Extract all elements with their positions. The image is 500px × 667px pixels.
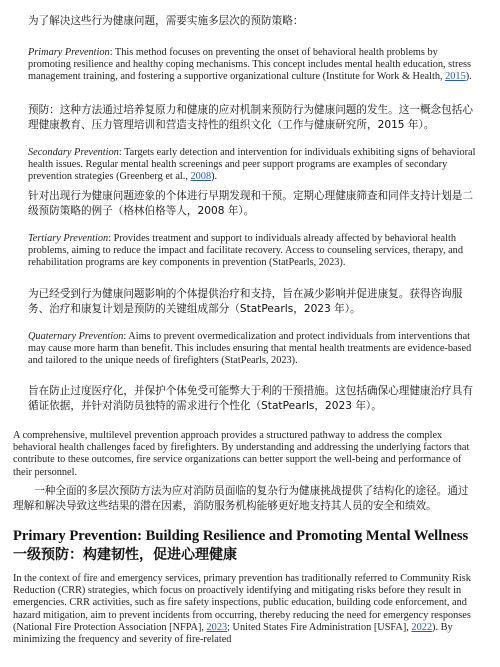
primary-prevention-en [28, 47, 476, 84]
section-heading-zh: 一级预防：构建韧性，促进心理健康 [13, 547, 237, 563]
tertiary-term: Tertiary Prevention [28, 233, 109, 244]
usfa-citation-link[interactable]: 2022 [411, 621, 433, 633]
intro-zh: 为了解决这些行为健康问题，需要实施多层次的预防策略： [28, 15, 304, 27]
body-mid: ; United States Fire Administration [USFA], [227, 621, 412, 633]
secondary-tail: ). [211, 171, 218, 183]
quaternary-term: Quaternary Prevention [28, 331, 124, 342]
section-heading-en: Primary Prevention: Building Resilience and Promoting Mental Wellness [13, 528, 469, 544]
secondary-term: Secondary Prevention [28, 147, 119, 158]
secondary-citation-link[interactable]: 2008 [190, 171, 212, 183]
nfpa-citation-link[interactable]: 2023 [206, 621, 228, 633]
body-tail: ). By minimizing the frequency and severity of fire-related [13, 621, 453, 646]
secondary-text: : Targets early detection and intervention for individuals exhibiting signs of behavioral health issues. Regular mental health screenings and peer support programs are examples of secondary prevention strategies (Greenberg et al., [28, 147, 476, 183]
tertiary-text: : Provides treatment and support to individuals already affected by behavioral health problems, aiming to reduce the impact and facilitate recovery. Access to counseling services, therapy, and rehabilitation programs are key components in prevention (StatPearls, 2023). [28, 233, 463, 269]
summary-zh: 一种全面的多层次预防方法为应对消防员面临的复杂行为健康挑战提供了结构化的途径。通过理解和解决导致这些结果的潜在因素，消防服务机构能够更好地支持其人员的安全和绩效。 [13, 485, 469, 512]
primary-term: Primary Prevention [28, 47, 110, 58]
summary-en: A comprehensive, multilevel prevention approach provides a structured pathway to address the complex behavioral health challenges faced by firefighters. By understanding and addressing the underlying factors that contribute to these outcomes, fire service organizations can better support the well-being and performance of their personnel. [13, 430, 470, 478]
quaternary-text: : Aims to prevent overmedicalization and protect individuals from interventions that may cause more harm than benefit. This includes ensuring that mental health treatments are evidence-based and tailored to the unique needs of firefighters (StatPearls, 2023). [28, 331, 472, 367]
primary-text: : This method focuses on preventing the onset of behavioral health problems by promoting resilience and healthy coping mechanisms. This concept includes mental health education, stress management training, and fostering a supportive organizational culture (Institute for Work & Health, [28, 47, 472, 83]
quaternary-prevention-zh: 旨在防止过度医疗化，并保护个体免受可能弊大于利的干预措施。这包括确保心理健康治疗具有循证依据，并针对消防员独特的需求进行个性化（StatPearls，2023 年）。 [28, 385, 473, 412]
tertiary-prevention-en [28, 233, 476, 270]
primary-citation-link[interactable]: 2015 [445, 71, 466, 83]
quaternary-prevention-en [28, 331, 476, 368]
tertiary-prevention-zh: 为已经受到行为健康问题影响的个体提供治疗和支持，旨在减少影响并促进康复。获得咨询服务、治疗和康复计划是预防的关键组成部分（StatPearls，2023 年）。 [28, 288, 463, 315]
primary-prevention-body [13, 573, 479, 646]
secondary-prevention-zh: 针对出现行为健康问题迹象的个体进行早期发现和干预。定期心理健康筛查和同伴支持计划是二级预防策略的例子（格林伯格等人，2008 年）。 [28, 190, 473, 217]
primary-tail: ). [465, 71, 472, 83]
secondary-prevention-en [28, 147, 476, 184]
primary-prevention-zh: 预防：这种方法通过培养复原力和健康的应对机制来预防行为健康问题的发生。这一概念包括心理健康教育、压力管理培训和营造支持性的组织文化（工作与健康研究所，2015 年）。 [28, 104, 473, 131]
body-text: In the context of fire and emergency services, primary prevention has traditionally referred to Community Risk Reduction (CRR) strategies, which focus on proactively identifying and mitigating risks before they result in emergencies. CRR activities, such as fire safety inspections, public education, building code enforcement, and hazard mitigation, aim to prevent incidents from occurring, thereby reducing the need for emergency responses (National Fire Protection Association [NFPA], [13, 573, 471, 633]
